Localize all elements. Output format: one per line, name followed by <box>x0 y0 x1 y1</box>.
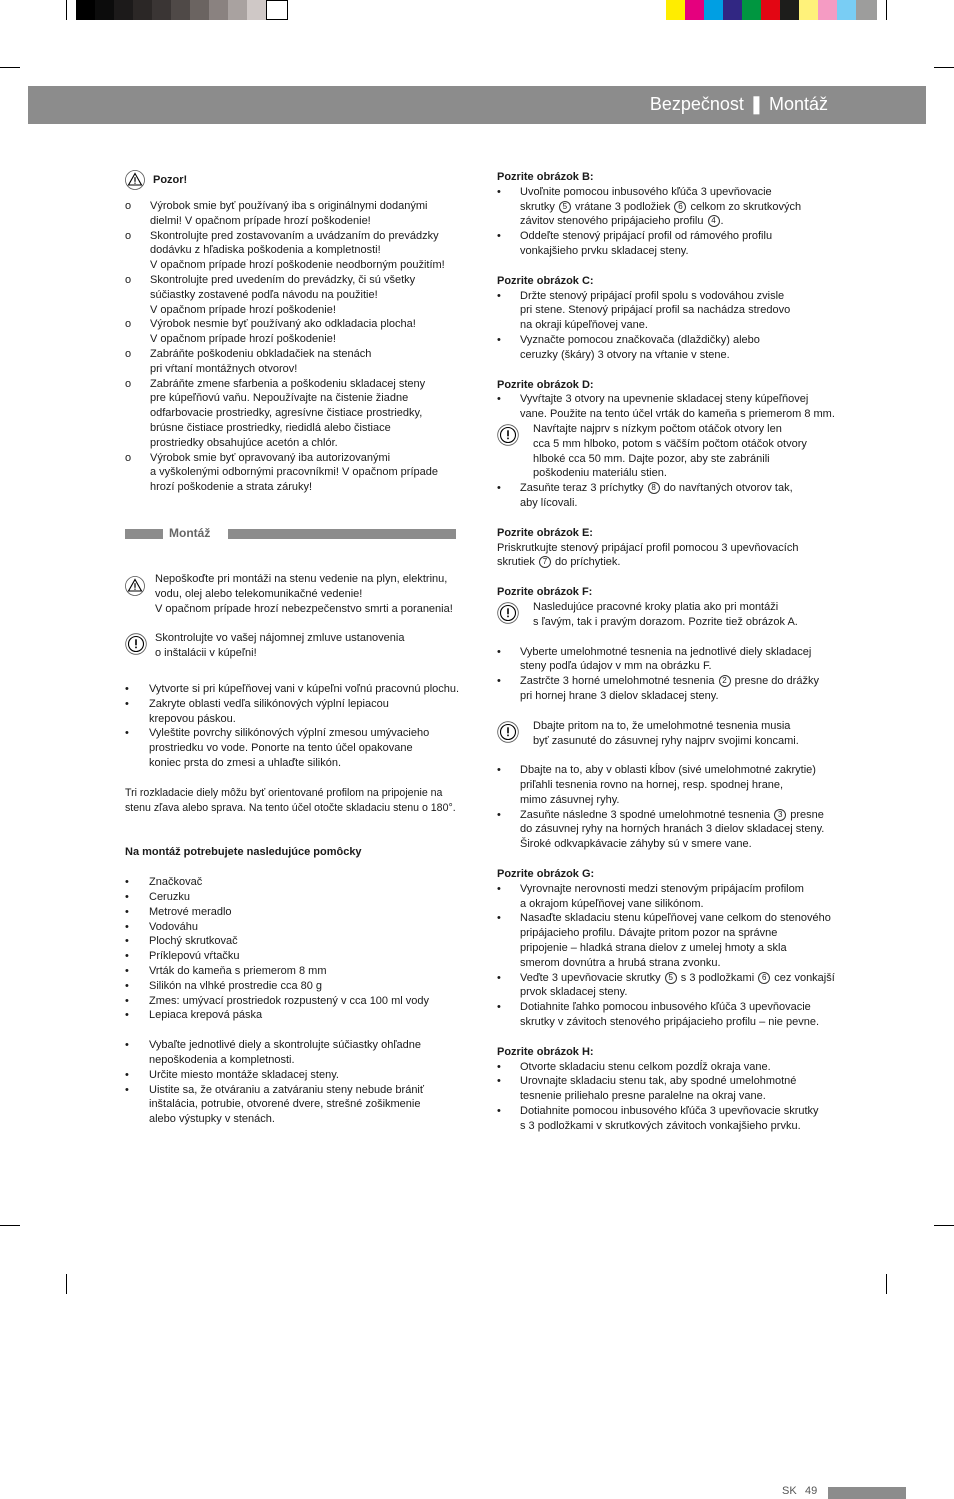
figure-f-heading: Pozrite obrázok F: <box>497 586 593 599</box>
list-item-text: Výrobok smie byť opravovaný iba autorizovanými a vyškolenými odbornými pracovníkmi! V opačnom prípade hrozí poškodenie a strata záruky! <box>150 451 438 494</box>
page-header <box>28 86 926 124</box>
figure-b-heading: Pozrite obrázok B: <box>497 171 594 183</box>
list-item: • Dbajte na to, aby v oblasti kĺbov (sivé umelohmotné zakrytie) priľahli tesnenia rovno na hornej, resp. spodnej hrane, mimo zásuvnej ryhy. <box>497 764 816 806</box>
warning-block <box>125 572 485 616</box>
list-item-text: Výrobok smie byť používaný iba s originálnymi dodanými dielmi! V opačnom prípade hrozí poškodenie! <box>150 200 428 227</box>
list-item: • Držte stenový pripájací profil spolu s vodováhou zvisle pri stene. Stenový pripájací profil sa nachádza stredovo na okraji kúpeľňovej vane. <box>497 289 791 332</box>
list-item: • Vyvŕtajte 3 otvory na upevnenie skladacej steny kúpeľňovej vane. Použite na tento účel vrták do kameňa s priemerom 8 mm. <box>497 393 835 421</box>
list-item <box>125 726 485 770</box>
part-number: 6 <box>674 201 686 213</box>
list-marker: o <box>125 377 132 390</box>
exclamation-icon <box>125 633 147 655</box>
list-item: • Zasuňte následne 3 spodné umelohmotné tesnenia 3 presne do zásuvnej ryhy na horných hranách 3 dielov skladacej steny. Široké odkvapkávacie záhyby sú v smere vane. <box>497 808 825 851</box>
list-item <box>125 229 485 273</box>
list-item: • Dotiahnite pomocou inbusového kľúča 3 upevňovacie skrutky s 3 podložkami v skrutkových závitoch vonkajšieho prvku. <box>497 1105 819 1132</box>
figure-e-text: Priskrutkujte stenový pripájací profil pomocou 3 upevňovacích skrutiek 7 do príchytiek. <box>497 541 799 569</box>
list-item-text: Vytvorte si pri kúpeľňovej vani v kúpeľni voľnú pracovnú plochu. <box>149 682 460 695</box>
list-item: • Metrové meradlo <box>125 905 232 918</box>
exclamation-icon <box>497 424 519 446</box>
list-item-text: Vyleštite povrchy silikónových výplní zmesou umývacieho prostriedku vo vode. Ponorte na tento účel opakovane koniec prsta do zmesi a uhlaďte silikón. <box>149 727 430 769</box>
list-item: • Určite miesto montáže skladacej steny. <box>125 1068 339 1081</box>
list-item <box>125 377 485 451</box>
list-item: • Vyrovnajte nerovnosti medzi stenovým pripájacím profilom a okrajom kúpeľňovej vane silikónom. <box>497 882 804 910</box>
part-number: 4 <box>708 215 720 227</box>
list-item: • Vodováhu <box>125 920 198 933</box>
warning-text: Nepoškoďte pri montáži na stenu vedenie na plyn, elektrinu, vodu, olej alebo telekomunikačné vedenie! V opačnom prípade hrozí nebezpečenstvo smrti a poranenia! <box>155 573 453 615</box>
list-item-text: Skontrolujte pred uvedením do prevádzky, či sú všetky súčiastky zostavené podľa návodu na použitie! V opačnom prípade hrozí poškodenie! <box>150 273 416 316</box>
warning-triangle-icon <box>125 576 145 596</box>
list-item: • Uvoľnite pomocou inbusového kľúča 3 upevňovacie skrutky 5 vrátane 3 podložiek 6 celkom zo skrutkových závitov stenového pripájacieho profilu 4 . <box>497 185 857 229</box>
note-text: Dbajte pritom na to, že umelohmotné tesnenia musia byť zasunuté do zásuvnej ryhy najprv svojimi koncami. <box>533 719 799 747</box>
list-marker: • <box>125 697 129 710</box>
pozor-label: Pozor! <box>153 173 188 186</box>
list-item <box>125 347 485 377</box>
left-column-2 <box>125 572 485 1127</box>
note-block <box>497 719 857 749</box>
list-marker: o <box>125 200 132 212</box>
section-bar-right <box>228 529 456 539</box>
part-number: 5 <box>559 201 571 213</box>
list-item: • Uistite sa, že otváraniu a zatváraniu steny nebude brániť inštalácia, potrubie, otvorené dvere, strešné zošikmenie alebo výstupky v stenách. <box>125 1083 425 1126</box>
note-text: Navŕtajte najprv s nízkym počtom otáčok otvory len cca 5 mm hlboko, potom s väčším počtom otáčok otvory hlboké cca 50 mm. Dajte pozor, aby ste zabránili poškodeniu materiálu stien. <box>533 422 807 480</box>
list-marker: • <box>125 682 129 695</box>
list-item-text: Uvoľnite pomocou inbusového kľúča 3 upevňovacie skrutky 5 vrátane 3 podložiek 6 celkom zo skrutkových závitov stenového pripájacieho profilu 4 . <box>520 185 802 228</box>
left-column <box>125 170 485 495</box>
note-block <box>125 631 485 661</box>
list-item: • Otvorte skladaciu stenu celkom pozdĺž okraja vane. <box>497 1060 771 1073</box>
page-number: 49 <box>805 1485 818 1497</box>
prep-list <box>125 682 485 771</box>
list-marker: o <box>125 318 132 331</box>
list-item: • Značkovač <box>125 876 203 889</box>
exclamation-icon <box>497 602 519 624</box>
part-number: 6 <box>758 972 770 984</box>
pozor-heading <box>125 170 485 190</box>
list-item: • Urovnajte skladaciu stenu tak, aby spodné umelohmotné tesnenie priliehalo presne paralelne na okraj vane. <box>497 1075 797 1103</box>
part-number: 5 <box>665 972 677 984</box>
list-marker: • <box>125 727 129 740</box>
figure-e-heading: Pozrite obrázok E: <box>497 526 593 539</box>
list-item: • Zasuňte teraz 3 príchytky 8 do navŕtaných otvorov tak, aby lícovali. <box>497 482 793 509</box>
list-marker: o <box>125 229 132 242</box>
list-marker: o <box>125 451 132 464</box>
tools-heading: Na montáž potrebujete nasledujúce pomôcky <box>125 846 362 859</box>
figure-d-heading: Pozrite obrázok D: <box>497 378 594 391</box>
list-item: • Vybaľte jednotlivé diely a skontrolujte súčiastky ohľadne nepoškodenia a kompletnosti. <box>125 1039 421 1066</box>
section-bar-left <box>125 529 163 539</box>
figure-h-heading: Pozrite obrázok H: <box>497 1045 594 1058</box>
orientation-paragraph: Tri rozkladacie diely môžu byť orientované profilom na pripojenie na stenu zľava alebo sprava. Na tento účel otočte skladaciu stenu o 180°. <box>125 786 456 814</box>
list-item: • Oddeľte stenový pripájací profil od rámového profilu vonkajšieho prvku skladacej steny. <box>497 230 773 257</box>
steps-list <box>125 1038 485 1127</box>
list-item: • Nasaďte skladaciu stenu kúpeľňovej vane celkom do stenového pripájacieho profilu. Dávajte pritom pozor na správne pripojenie – hladká strana dielov z umelej hmoty a skla smerom dovnútra a hrubá strana zvonku. <box>497 912 831 969</box>
list-item: • Dotiahnite ľahko pomocou inbusového kľúča 3 upevňovacie skrutky v závitoch stenového pripájacieho profilu – nie pevne. <box>497 1001 820 1029</box>
list-item-text: Zabráňte poškodeniu obkladačiek na stenách pri vŕtaní montážnych otvorov! <box>150 347 372 375</box>
right-column <box>497 170 857 1134</box>
part-number: 7 <box>539 556 551 568</box>
list-item <box>125 682 485 697</box>
list-item: • Vyberte umelohmotné tesnenia na jednotlivé diely skladacej steny podľa údajov v mm na obrázku F. <box>497 645 812 673</box>
figure-g-heading: Pozrite obrázok G: <box>497 868 595 881</box>
list-item: • Silikón na vlhké prostredie cca 80 g <box>125 979 323 992</box>
figure-c-heading: Pozrite obrázok C: <box>497 274 594 287</box>
list-item: • Lepiaca krepová páska <box>125 1009 263 1022</box>
list-item: • Vrták do kameňa s priemerom 8 mm <box>125 964 327 977</box>
note-block <box>497 600 857 630</box>
list-item: • Plochý skrutkovač <box>125 935 238 948</box>
list-item <box>125 199 485 229</box>
note-text: Nasledujúce pracovné kroky platia ako pri montáži s ľavým, tak i pravým dorazom. Pozrite tiež obrázok A. <box>533 600 798 628</box>
list-item-text: Zakryte oblasti vedľa silikónových výplní lepiacou krepovou páskou. <box>149 697 389 725</box>
list-item <box>125 273 485 317</box>
warning-triangle-icon <box>125 170 145 190</box>
page-title: Bezpečnost ❚ Montáž <box>649 94 828 114</box>
note-text: Skontrolujte vo vašej nájomnej zmluve ustanovenia o inštalácii v kúpeľni! <box>155 632 405 660</box>
montaz-heading: Montáž <box>169 526 211 540</box>
list-item-text: Zabráňte zmene sfarbenia a poškodeniu skladacej steny pre kúpeľňovú vaňu. Nepoužívajte na čistenie žiadne odfarbovacie prostriedky, agresívne čistiace prostriedky, brúsne čistiace prostriedky, riedidlá alebo čistiace prostriedky obsahujúce acetón a chlór. <box>150 377 426 449</box>
footer-lang: SK <box>782 1485 797 1497</box>
list-item: • Zastrčte 3 horné umelohmotné tesnenia 2 presne do drážky pri hornej hrane 3 dielov skladacej steny. <box>497 675 819 702</box>
list-item: • Príklepovú vŕtačku <box>125 950 240 963</box>
list-item: • Zmes: umývací prostriedok rozpustený v cca 100 ml vody <box>125 994 429 1007</box>
note-block <box>497 422 857 481</box>
list-item <box>125 317 485 347</box>
list-item <box>125 451 485 495</box>
list-item: • Veďte 3 upevňovacie skrutky 5 s 3 podložkami 6 cez vonkajší prvok skladacej steny. <box>497 971 835 999</box>
part-number: 3 <box>774 809 786 821</box>
list-item: • Vyznačte pomocou značkovača (dlaždičky) alebo ceruzky (škáry) 3 otvory na vŕtanie v stene. <box>497 333 760 361</box>
pozor-list <box>125 199 485 495</box>
list-marker: o <box>125 273 132 286</box>
footer-bar <box>828 1487 906 1499</box>
list-item <box>125 697 485 727</box>
list-item-text: Výrobok nesmie byť používaný ako odkladacia plocha! V opačnom prípade hrozí poškodenie! <box>150 318 416 346</box>
list-item-text: Skontrolujte pred zostavovaním a uvádzaním do prevádzky dodávku z hľadiska poškodenia a kompletnosti! V opačnom prípade hrozí poškodenie neodborným použitím! <box>150 229 445 272</box>
tools-list <box>125 875 485 1023</box>
part-number: 8 <box>648 482 660 494</box>
exclamation-icon <box>497 721 519 743</box>
list-item: • Ceruzku <box>125 890 190 903</box>
part-number: 2 <box>719 675 731 687</box>
list-marker: o <box>125 347 132 360</box>
